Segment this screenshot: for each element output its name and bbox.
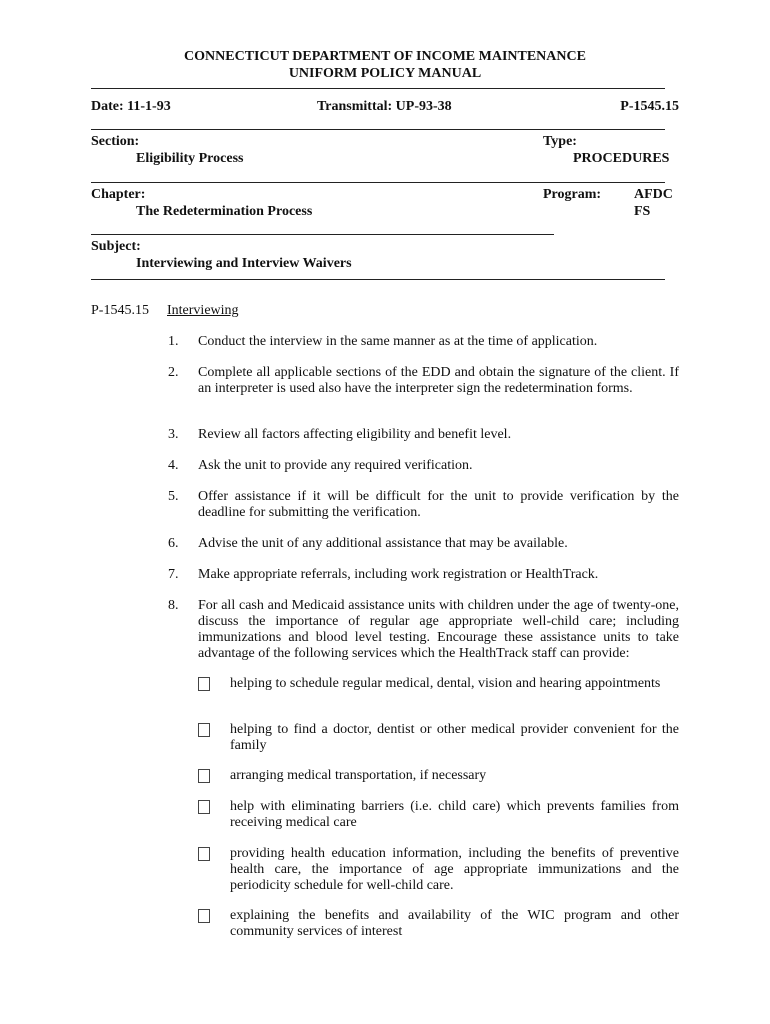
item-number: 6. — [168, 536, 179, 551]
list-item: Ask the unit to provide any required verification. — [198, 458, 473, 473]
bullet-item: helping to schedule regular medical, dental, vision and hearing appointments — [230, 676, 661, 691]
item-number: 3. — [168, 427, 179, 442]
divider — [91, 129, 665, 130]
chapter-value: The Redetermination Process — [136, 204, 313, 219]
item-number: 5. — [168, 489, 179, 504]
program-label: Program: — [543, 187, 602, 202]
item-number: 2. — [168, 365, 179, 380]
paragraph-code: P-1545.15 — [91, 303, 149, 318]
bullet-box-icon — [198, 723, 210, 737]
list-item: Conduct the interview in the same manner as at the time of application. — [198, 334, 598, 349]
bullet-box-icon — [198, 847, 210, 861]
policy-code: P-1545.15 — [620, 99, 679, 114]
bullet-item: providing health education information, including the benefits of preventive health care, the importance of age appropriate immunizations and the periodicity schedule for well-child care. — [230, 846, 679, 893]
bullet-box-icon — [198, 769, 210, 783]
bullet-box-icon — [198, 909, 210, 923]
type-value: PROCEDURES — [573, 151, 670, 166]
bullet-item: helping to find a doctor, dentist or other medical provider convenient for the family — [230, 722, 679, 753]
divider — [91, 182, 665, 183]
chapter-label: Chapter: — [91, 187, 146, 202]
bullet-box-icon — [198, 677, 210, 691]
type-label: Type: — [543, 134, 577, 149]
list-item: Advise the unit of any additional assistance that may be available. — [198, 536, 568, 551]
bullet-item: explaining the benefits and availability of the WIC program and other community services of interest — [230, 908, 679, 939]
bullet-item: help with eliminating barriers (i.e. child care) which prevents families from receiving medical care — [230, 799, 679, 830]
divider — [91, 279, 665, 280]
bullet-item: arranging medical transportation, if necessary — [230, 768, 487, 783]
list-item: For all cash and Medicaid assistance units with children under the age of twenty-one, discuss the importance of regular age appropriate well-child care; including immunizations and blood level testing. Encourage these assistance units to take advantage of the following services which the HealthTrack staff can provide: — [198, 598, 679, 661]
list-item: Review all factors affecting eligibility and benefit level. — [198, 427, 512, 442]
divider — [91, 234, 554, 235]
date-field: Date: 11-1-93 — [91, 99, 171, 114]
divider — [91, 88, 665, 89]
department-title: CONNECTICUT DEPARTMENT OF INCOME MAINTENANCE — [184, 49, 586, 64]
subject-value: Interviewing and Interview Waivers — [136, 256, 352, 271]
program-value-fs: FS — [634, 204, 651, 219]
item-number: 8. — [168, 598, 179, 613]
section-label: Section: — [91, 134, 140, 149]
list-item: Offer assistance if it will be difficult for the unit to provide verification by the deadline for submitting the verification. — [198, 489, 679, 520]
section-value: Eligibility Process — [136, 151, 244, 166]
subject-label: Subject: — [91, 239, 141, 254]
item-number: 4. — [168, 458, 179, 473]
list-item: Make appropriate referrals, including work registration or HealthTrack. — [198, 567, 599, 582]
list-item: Complete all applicable sections of the EDD and obtain the signature of the client. If an interpreter is used also have the interpreter sign the redetermination forms. — [198, 365, 679, 396]
item-number: 1. — [168, 334, 179, 349]
manual-title: UNIFORM POLICY MANUAL — [288, 66, 482, 81]
program-value-afdc: AFDC — [634, 187, 673, 202]
transmittal-field: Transmittal: UP-93-38 — [317, 99, 452, 114]
item-number: 7. — [168, 567, 179, 582]
bullet-box-icon — [198, 800, 210, 814]
paragraph-title: Interviewing — [167, 303, 239, 318]
